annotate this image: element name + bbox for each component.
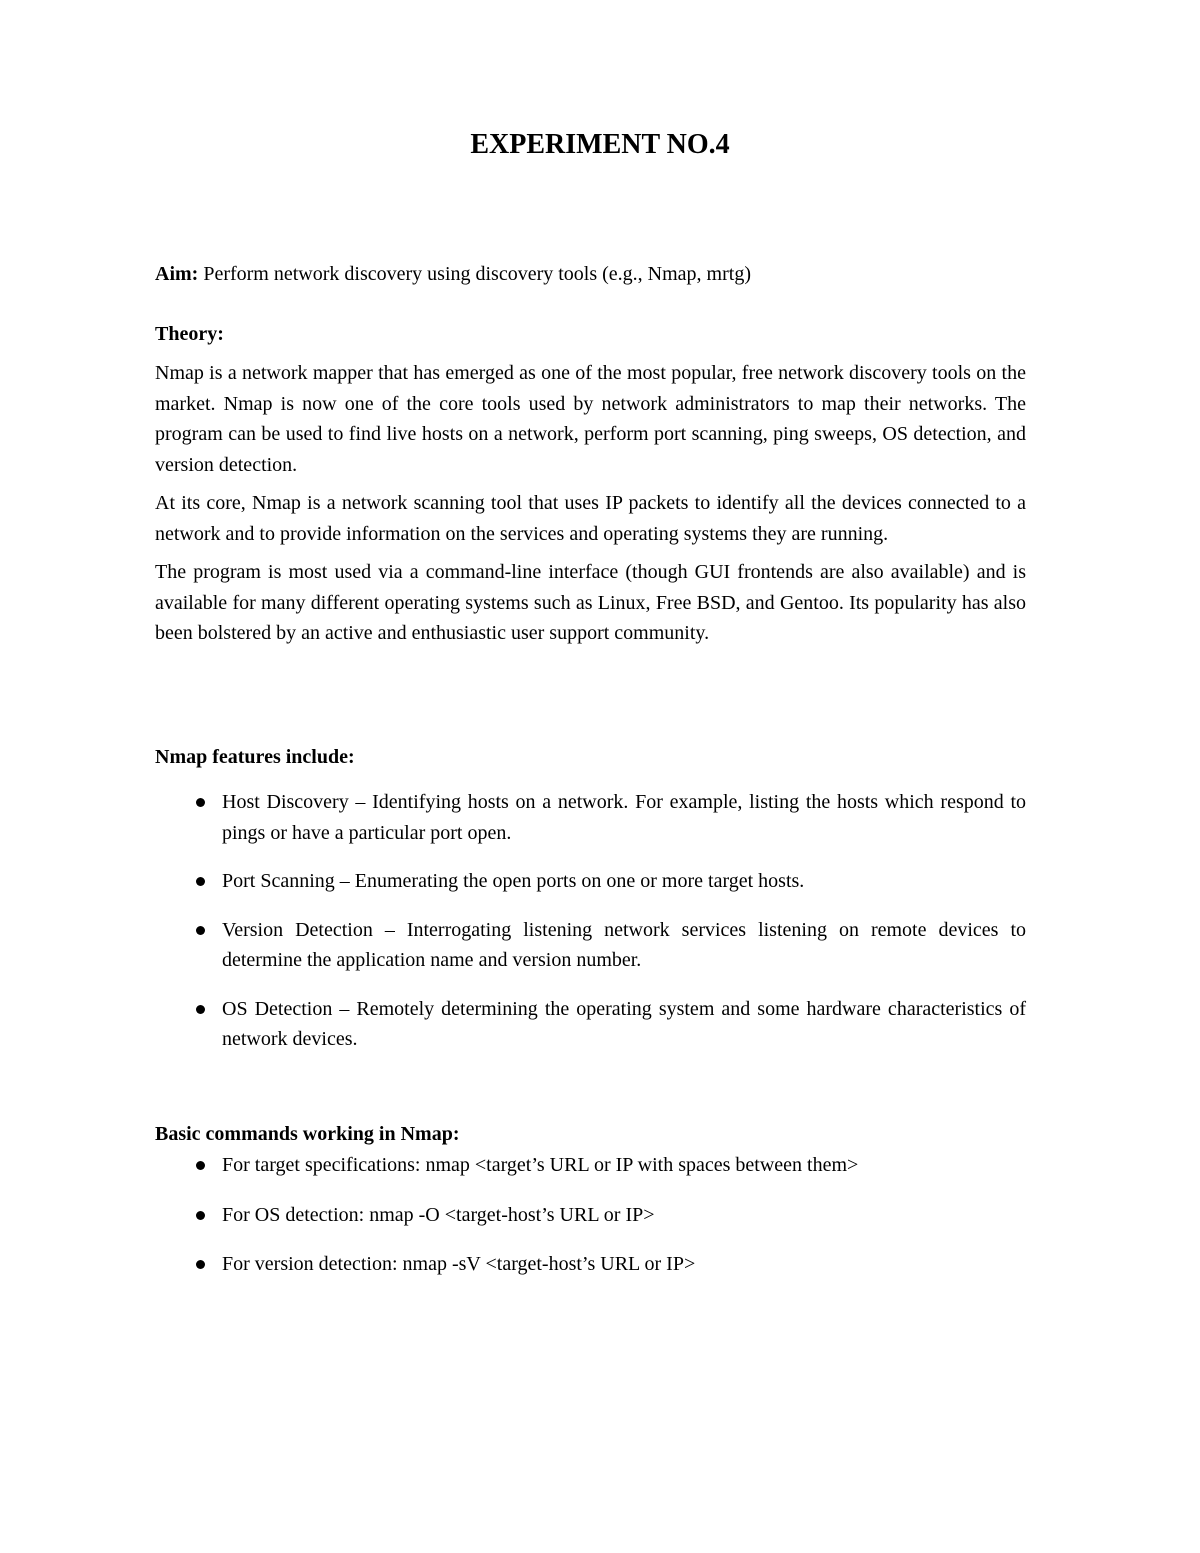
bullet-icon (196, 798, 205, 807)
theory-paragraph: The program is most used via a command-line interface (though GUI frontends are also available) and is available for many different operating systems such as Linux, Free BSD, and Gentoo. Its popularity has also been bolstered by an active and enthusiastic user support community. (155, 561, 1026, 644)
bullet-icon (196, 1005, 205, 1014)
bullet-icon (196, 926, 205, 935)
feature-text: Port Scanning – Enumerating the open ports on one or more target hosts. (222, 870, 805, 892)
bullet-icon (196, 1211, 205, 1220)
aim-label: Aim: (155, 263, 199, 285)
aim-text: Perform network discovery using discovery tools (e.g., Nmap, mrtg) (198, 263, 751, 285)
features-list (155, 787, 1026, 1073)
page-title: EXPERIMENT NO.4 (470, 129, 730, 160)
features-heading: Nmap features include: (155, 746, 355, 768)
bullet-icon (196, 877, 205, 886)
theory-heading: Theory: (155, 323, 224, 345)
feature-text: OS Detection – Remotely determining the operating system and some hardware characteristics of network devices. (222, 997, 1026, 1050)
theory-body (155, 358, 1026, 657)
command-text: For version detection: nmap -sV <target-host’s URL or IP> (222, 1253, 696, 1275)
feature-text: Version Detection – Interrogating listening network services listening on remote devices to determine the application name and version number. (222, 918, 1026, 971)
feature-text: Host Discovery – Identifying hosts on a network. For example, listing the hosts which respond to pings or have a particular port open. (222, 791, 1026, 844)
bullet-icon (196, 1260, 205, 1269)
aim-statement (155, 260, 1026, 288)
commands-heading: Basic commands working in Nmap: (155, 1123, 460, 1145)
command-text: For target specifications: nmap <target’s URL or IP with spaces between them> (222, 1154, 859, 1176)
commands-list (155, 1150, 1026, 1299)
theory-paragraph: Nmap is a network mapper that has emerged as one of the most popular, free network discovery tools on the market. Nmap is now one of the core tools used by network administrators to map their networks. The program can be used to find live hosts on a network, perform port scanning, ping sweeps, OS detection, and version detection. (155, 362, 1026, 476)
list-item (154, 994, 1026, 1055)
list-item (154, 1150, 1026, 1181)
list-item (154, 787, 1026, 848)
bullet-icon (196, 1161, 205, 1170)
list-item (154, 1200, 1026, 1231)
theory-paragraph: At its core, Nmap is a network scanning tool that uses IP packets to identify all the devices connected to a network and to provide information on the services and operating systems they are running. (155, 492, 1026, 545)
command-text: For OS detection: nmap -O <target-host’s URL or IP> (222, 1203, 655, 1226)
list-item (154, 1249, 1026, 1280)
list-item (154, 915, 1026, 976)
list-item (154, 866, 1026, 897)
